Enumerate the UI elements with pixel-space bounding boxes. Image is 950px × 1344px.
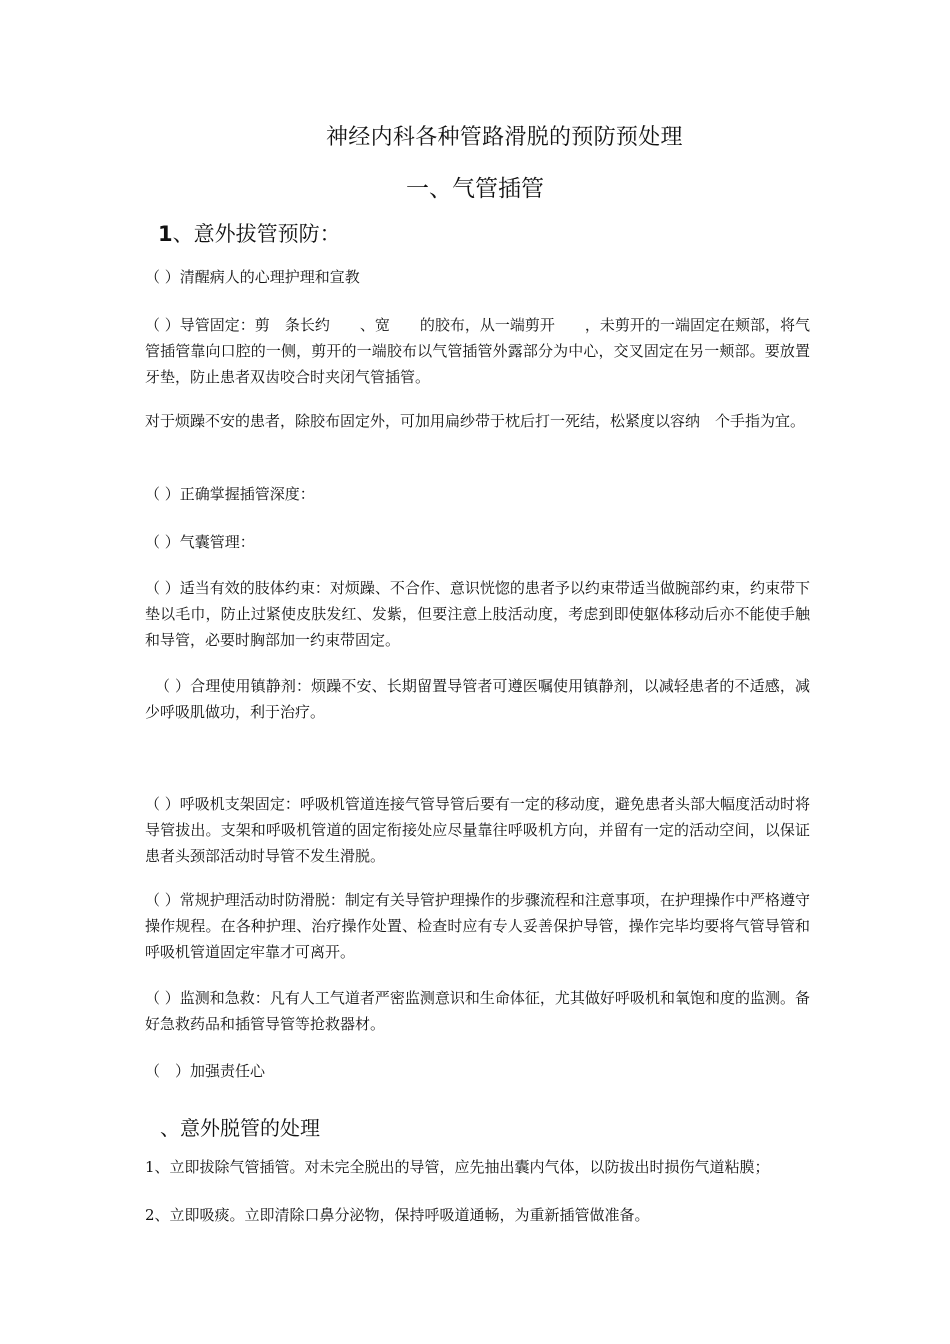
section-heading-tracheal-intubation: 一、气管插管 xyxy=(406,176,544,202)
subsection-heading-handling: 、意外脱管的处理 xyxy=(160,1116,320,1140)
handling-item: 2、立即吸痰。立即清除口鼻分泌物，保持呼吸道通畅，为重新插管做准备。 xyxy=(145,1206,650,1224)
prevention-item: （ ）监测和急救：凡有人工气道者严密监测意识和生命体征，尤其做好呼吸机和氧饱和度的监测。备好急救药品和插管导管等抢救器材。 xyxy=(145,989,810,1033)
prevention-item: （ ）气囊管理： xyxy=(145,533,255,551)
subsection-number: 1 xyxy=(158,222,173,246)
prevention-item: （ ）导管固定：剪 条长约 、宽 的胶布，从一端剪开 ，未剪开的一端固定在颊部，将气管插管靠向口腔的一侧，剪开的一端胶布以气管插管外露部分为中心，交叉固定在另一颊部。要放置牙垫，防止患者双齿咬合时夹闭气管插管。 xyxy=(145,316,810,386)
handling-item: 1、立即拔除气管插管。对未完全脱出的导管，应先抽出囊内气体，以防拔出时损伤气道粘膜； xyxy=(145,1158,770,1176)
prevention-item: （ ）合理使用镇静剂：烦躁不安、长期留置导管者可遵医嘱使用镇静剂，以减轻患者的不适感，减少呼吸肌做功，利于治疗。 xyxy=(145,677,810,721)
document-title: 神经内科各种管路滑脱的预防预处理 xyxy=(326,125,683,150)
subsection-text: 、意外拔管预防： xyxy=(172,222,341,246)
prevention-item: （ ）常规护理活动时防滑脱：制定有关导管护理操作的步骤流程和注意事项，在护理操作中严格遵守操作规程。在各种护理、治疗操作处置、检查时应有专人妥善保护导管，操作完毕均要将气管导管和呼吸机管道固定牢靠才可离开。 xyxy=(145,891,810,961)
subsection-heading-prevention xyxy=(158,218,341,248)
prevention-item: （ ）适当有效的肢体约束：对烦躁、不合作、意识恍惚的患者予以约束带适当做腕部约束，约束带下垫以毛巾，防止过紧使皮肤发红、发紫，但要注意上肢活动度，考虑到即使躯体移动后亦不能使手触和导管，必要时胸部加一约束带固定。 xyxy=(145,579,810,649)
prevention-item: （ ）正确掌握插管深度： xyxy=(145,485,315,503)
prevention-item: （ ）加强责任心 xyxy=(145,1062,266,1080)
prevention-item: （ ）清醒病人的心理护理和宣教 xyxy=(145,268,360,286)
prevention-item: 对于烦躁不安的患者，除胶布固定外，可加用扁纱带于枕后打一死结，松紧度以容纳 个手指为宜。 xyxy=(145,412,806,430)
prevention-item: （ ）呼吸机支架固定：呼吸机管道连接气管导管后要有一定的移动度，避免患者头部大幅度活动时将导管拔出。支架和呼吸机管道的固定衔接处应尽量靠往呼吸机方向，并留有一定的活动空间，以保证患者头颈部活动时导管不发生滑脱。 xyxy=(145,795,810,865)
